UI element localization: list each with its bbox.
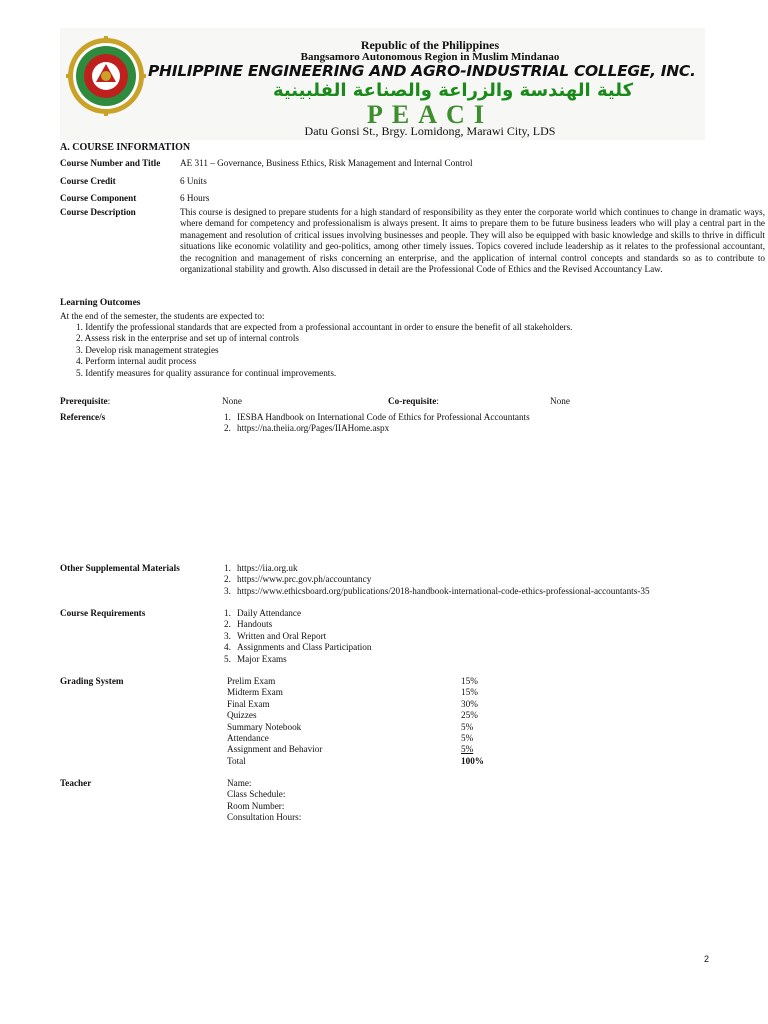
grading-percent: 15% — [461, 676, 478, 686]
grading-row — [227, 710, 527, 721]
grading-percent: 5% — [461, 732, 474, 743]
page-number: 2 — [704, 954, 710, 964]
section-title: A. COURSE INFORMATION — [60, 142, 191, 153]
grading-percent: 15% — [461, 687, 478, 698]
requirements-label: Course Requirements — [60, 608, 146, 618]
list-number: 5. — [224, 653, 231, 664]
list-item: 2. Assess risk in the enterprise and set up of internal controls — [76, 333, 300, 344]
prerequisite-label-text: Prerequisite — [60, 396, 108, 406]
requirement-text: Major Exams — [237, 653, 287, 664]
reference-text: IESBA Handbook on International Code of Ethics for Professional Accountants — [237, 412, 530, 422]
grading-row — [227, 722, 527, 733]
header-republic: Republic of the Philippines — [360, 38, 500, 52]
corequisite-colon: : — [436, 396, 439, 406]
list-item — [224, 619, 371, 630]
grading-row — [227, 699, 527, 710]
grading-table — [227, 676, 527, 767]
requirements-list — [224, 608, 371, 665]
list-number: 2. — [224, 423, 231, 434]
course-credit-value: 6 Units — [180, 176, 207, 186]
list-item — [224, 642, 371, 653]
list-number: 4. — [224, 642, 231, 653]
teacher-room-field: Room Number: — [227, 800, 285, 811]
grading-total-label: Total — [227, 755, 246, 766]
teacher-fields — [227, 778, 301, 824]
header-arabic-name: كلية الهندسة والزراعة والصناعة الفلبينية — [272, 80, 634, 101]
header-college-name: PHILIPPINE ENGINEERING AND AGRO-INDUSTRIAL COLLEGE, INC. — [148, 62, 696, 80]
grading-row — [227, 687, 527, 698]
list-number: 2. — [224, 574, 231, 585]
grading-percent: 5% — [461, 744, 474, 755]
grading-percent: 25% — [461, 710, 478, 721]
grading-total-percent: 100% — [461, 755, 484, 766]
list-item — [224, 586, 650, 597]
list-item — [224, 574, 650, 585]
supplemental-link[interactable]: https://iia.org.uk — [237, 563, 298, 573]
grading-item: Prelim Exam — [227, 676, 276, 686]
course-description-label: Course Description — [60, 207, 136, 217]
list-item — [224, 631, 371, 642]
list-number: 2. — [224, 619, 231, 630]
grading-item: Attendance — [227, 732, 269, 743]
grading-item: Quizzes — [227, 710, 257, 721]
list-item: 5. Identify measures for quality assurance for continual improvements. — [76, 367, 337, 378]
course-number-label: Course Number and Title — [60, 158, 161, 168]
list-item — [224, 563, 650, 574]
list-item: 4. Perform internal audit process — [76, 356, 197, 367]
grading-row — [227, 676, 527, 687]
reference-link[interactable]: https://na.theiia.org/Pages/IIAHome.aspx — [237, 423, 390, 434]
list-item — [224, 654, 371, 665]
requirement-text: Daily Attendance — [237, 608, 302, 618]
learning-outcomes-title: Learning Outcomes — [60, 298, 141, 308]
course-credit-label: Course Credit — [60, 176, 116, 186]
requirement-text: Written and Oral Report — [237, 630, 327, 641]
grading-row — [227, 744, 527, 755]
header-acronym: PEACI — [367, 100, 493, 129]
list-item — [224, 608, 371, 619]
list-number: 1. — [224, 412, 231, 422]
supplemental-list — [224, 563, 650, 597]
header-address: Datu Gonsi St., Brgy. Lomidong, Marawi City, LDS — [304, 124, 556, 138]
learning-outcomes-intro: At the end of the semester, the students are expected to: — [60, 311, 265, 321]
header-region: Bangsamoro Autonomous Region in Muslim Mindanao — [300, 51, 560, 63]
supplemental-link[interactable]: https://www.ethicsboard.org/publications/2018-handbook-international-code-ethics-professional-accountants-35 — [237, 585, 650, 596]
teacher-schedule-field: Class Schedule: — [227, 789, 286, 800]
prerequisite-colon: : — [107, 396, 111, 406]
grading-item: Midterm Exam — [227, 687, 283, 698]
course-number-value: AE 311 – Governance, Business Ethics, Risk Management and Internal Control — [180, 158, 473, 168]
references-label: Reference/s — [60, 412, 106, 422]
learning-outcomes-list — [60, 322, 572, 379]
grading-item: Final Exam — [227, 698, 270, 709]
corequisite-label-text: Co-requisite — [388, 396, 437, 406]
supplemental-link[interactable]: https://www.prc.gov.ph/accountancy — [237, 574, 372, 585]
list-item: 1. Identify the professional standards that are expected from a professional accountant in order to ensure the benefit of all stakeholders. — [76, 322, 573, 332]
college-logo — [66, 36, 146, 116]
grading-label: Grading System — [60, 676, 124, 686]
requirement-text: Handouts — [237, 619, 273, 630]
list-number: 3. — [224, 630, 231, 641]
list-number: 1. — [224, 563, 231, 573]
course-component-label: Course Component — [60, 193, 137, 203]
grading-total-row — [227, 756, 527, 767]
list-number: 1. — [224, 608, 231, 618]
grading-item: Assignment and Behavior — [227, 744, 323, 755]
prerequisite-value: None — [222, 396, 242, 406]
requirement-text: Assignments and Class Participation — [237, 642, 372, 653]
grading-item: Summary Notebook — [227, 721, 302, 732]
grading-row — [227, 733, 527, 744]
references-list — [224, 412, 530, 435]
letterhead — [60, 28, 705, 140]
list-number: 3. — [224, 585, 231, 596]
grading-percent: 30% — [461, 698, 478, 709]
course-component-value: 6 Hours — [180, 193, 210, 203]
list-item — [224, 412, 530, 423]
teacher-name-field: Name: — [227, 778, 252, 788]
grading-percent: 5% — [461, 721, 474, 732]
corequisite-label — [388, 396, 439, 406]
supplemental-label: Other Supplemental Materials — [60, 563, 180, 573]
teacher-label: Teacher — [60, 778, 92, 788]
list-item — [224, 423, 530, 434]
list-item: 3. Develop risk management strategies — [76, 344, 219, 355]
course-description-value: This course is designed to prepare students for a high standard of responsibility as they enter the corporate world which continues to change in dramatic ways, where demand for competency and professionalism is always present. It aims to prepare them to be future business leaders who will play a central part in the management and resolution of critical issues involving businesses and people. They will also be equipped with basic knowledge and skills to thrive in difficult situations like economic volatility and geo-politics, among other timely issues. Topics covered include leadership as it relates to the professional accountant, the recognition and management of risks concerning an enterprise, and the application of internal control concepts and standards so as to contribute to organizational stability and growth. Also discussed in detail are the Professional Code of Ethics and the Revised Accountancy Law. — [180, 207, 765, 275]
teacher-consultation-field: Consultation Hours: — [227, 812, 302, 823]
corequisite-value: None — [550, 396, 570, 406]
prerequisite-label — [60, 396, 110, 406]
